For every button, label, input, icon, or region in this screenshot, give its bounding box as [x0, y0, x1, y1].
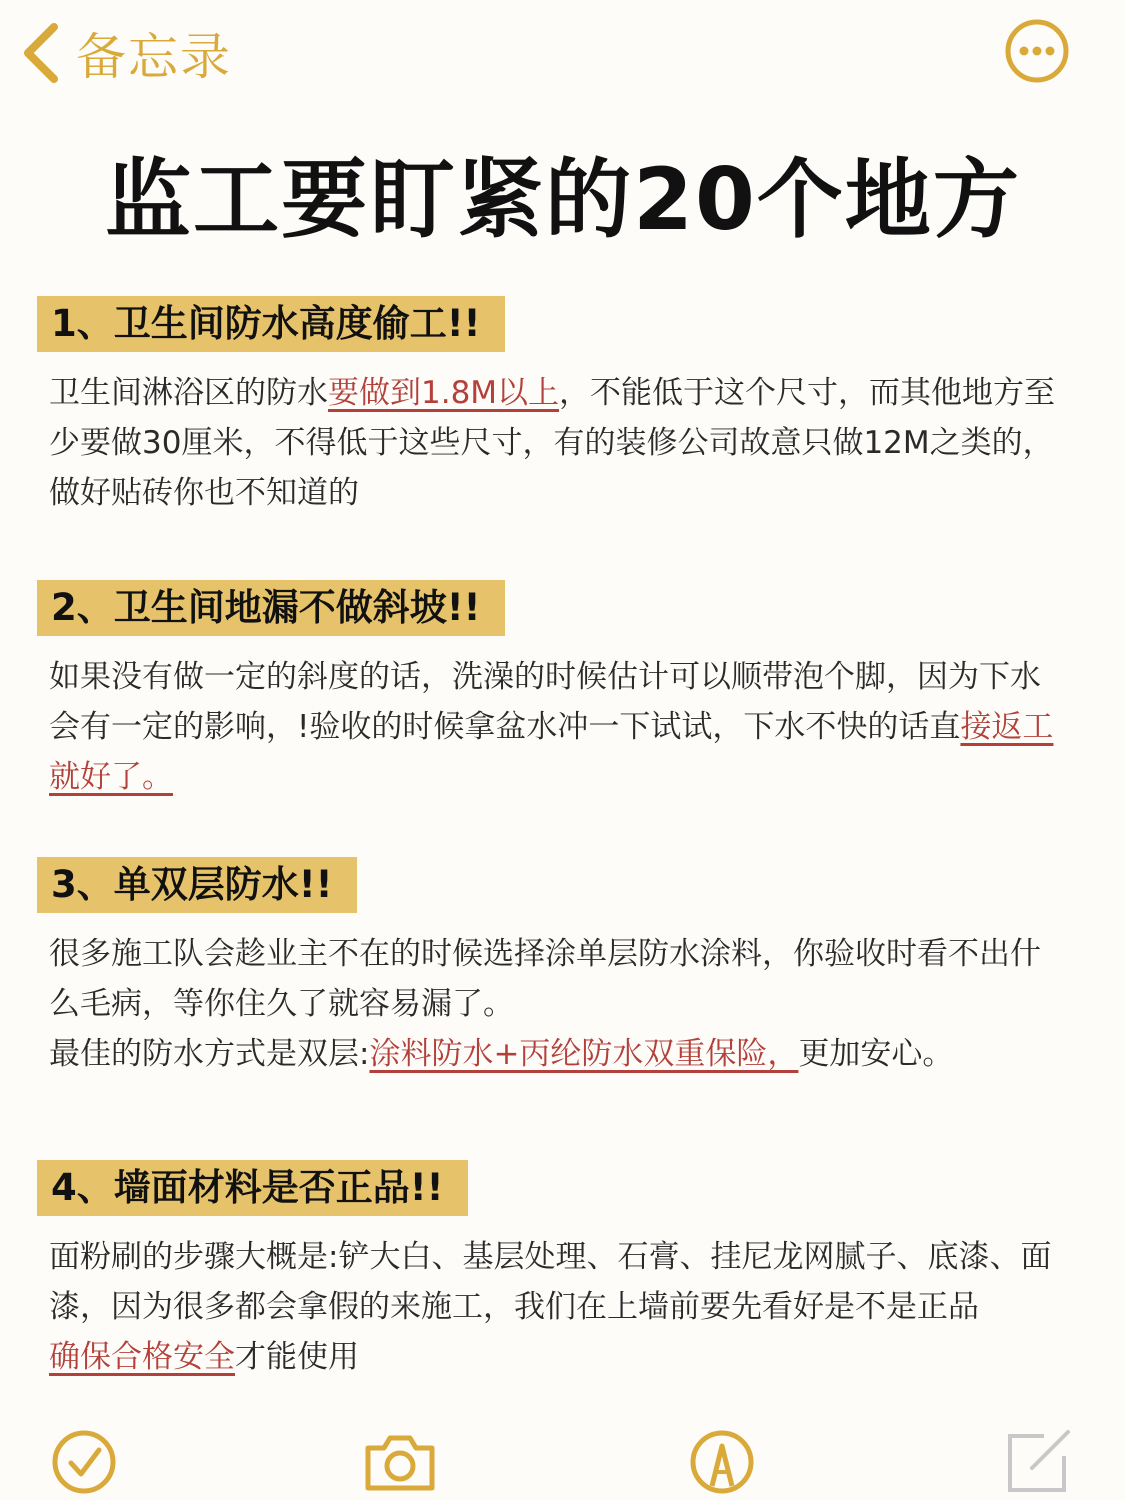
section-body [49, 1232, 1067, 1382]
navigation-bar [0, 0, 1126, 110]
body-text: 卫生间淋浴区的防水 [49, 375, 328, 411]
section-heading: 2、卫生间地漏不做斜坡!! [37, 580, 505, 636]
section-heading: 3、单双层防水!! [37, 857, 357, 913]
section-heading: 1、卫生间防水高度偷工!! [37, 296, 505, 352]
body-text: 如果没有做一定的斜度的话，洗澡的时候估计可以顺带泡个脚，因为下水会有一定的影响，!验收的时候拿盆水冲一下试试，下水不快的话直 [49, 659, 1041, 745]
more-options-icon[interactable] [1004, 18, 1070, 84]
camera-icon[interactable] [362, 1426, 438, 1496]
compose-icon[interactable] [1000, 1426, 1076, 1496]
section-body [49, 368, 1067, 518]
checkmark-circle-icon[interactable] [48, 1426, 124, 1496]
body-text: 更加安心。 [798, 1036, 954, 1072]
section-2 [37, 580, 1067, 802]
body-text: 面粉刷的步骤大概是:铲大白、基层处理、石膏、挂尼龙网腻子、底漆、面漆，因为很多都会拿假的来施工，我们在上墙前要先看好是不是正品 [49, 1239, 1052, 1325]
body-text: 最佳的防水方式是双层: [49, 1036, 370, 1072]
section-3 [37, 857, 1067, 1079]
body-text: 很多施工队会趁业主不在的时候选择涂单层防水涂料，你验收时看不出什么毛病，等你住久了就容易漏了。 [49, 936, 1041, 1022]
highlighted-text: 要做到1.8M以上 [328, 375, 560, 411]
body-text: 才能使用 [235, 1339, 359, 1375]
section-1 [37, 296, 1067, 518]
highlighted-text: 确保合格安全 [49, 1339, 235, 1375]
section-body [49, 929, 1067, 1079]
highlighted-text: 接返工就好了。 [49, 709, 1054, 795]
section-body [49, 652, 1067, 802]
chevron-left-icon [18, 21, 62, 85]
body-text: ，不能低于这个尺寸，而其他地方至少要做30厘米，不得低于这些尺寸，有的装修公司故意只做12M之类的，做好贴砖你也不知道的 [49, 375, 1056, 511]
back-label: 备忘录 [76, 28, 232, 86]
pen-markup-icon[interactable] [686, 1426, 762, 1496]
section-heading: 4、墙面材料是否正品!! [37, 1160, 468, 1216]
highlighted-text: 涂料防水+丙纶防水双重保险， [369, 1036, 799, 1072]
section-4 [37, 1160, 1067, 1382]
back-button[interactable] [18, 18, 232, 88]
note-title: 监工要盯紧的20个地方 [105, 150, 1021, 250]
bottom-toolbar [0, 1420, 1126, 1500]
